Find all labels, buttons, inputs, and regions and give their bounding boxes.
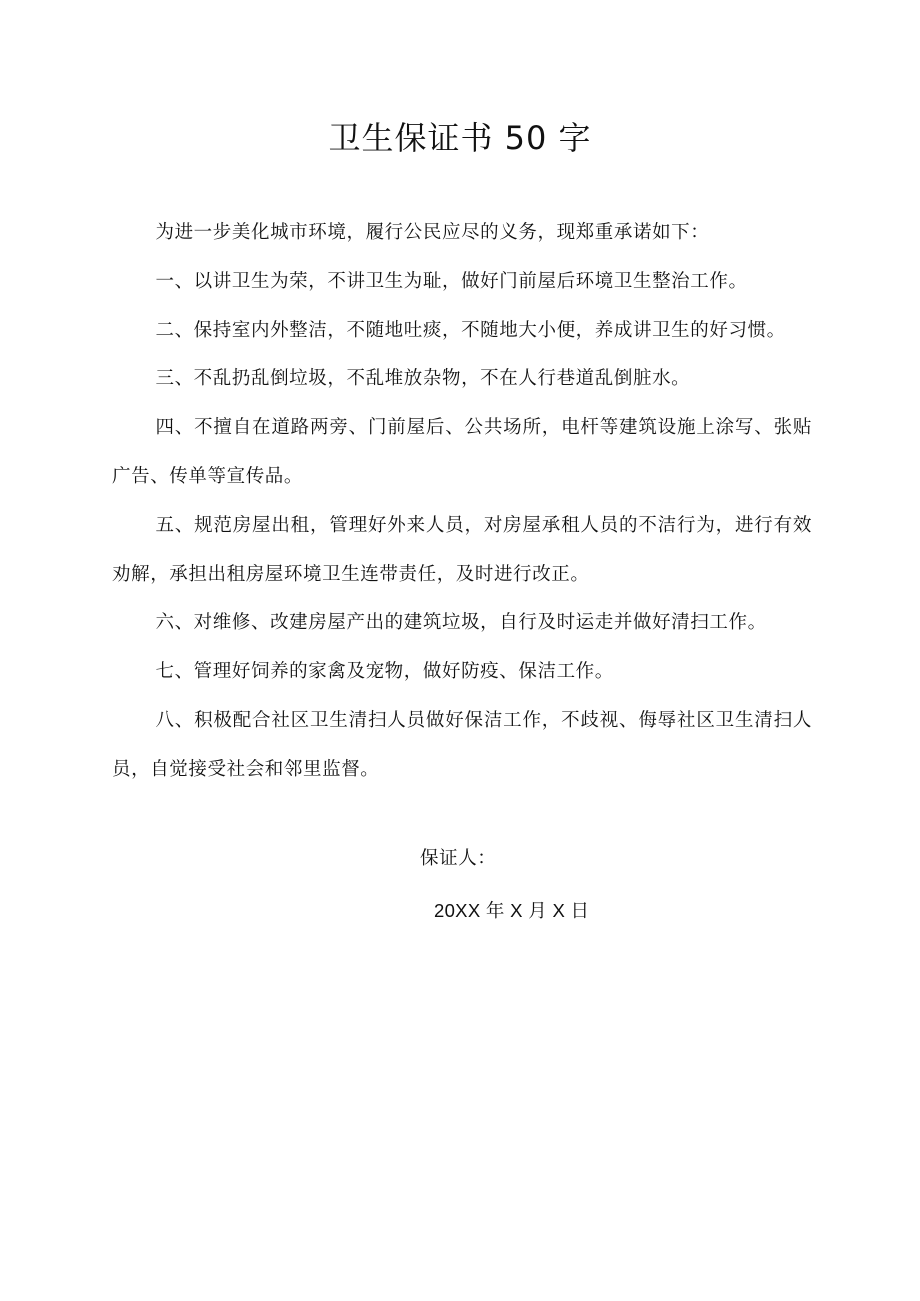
paragraph-item-4: 四、不擅自在道路两旁、门前屋后、公共场所，电杆等建筑设施上涂写、张贴广告、传单等宣传品。 — [112, 417, 812, 487]
signer-label: 保证人： — [420, 848, 497, 869]
paragraph-item-2: 二、保持室内外整洁，不随地吐痰，不随地大小便，养成讲卫生的好习惯。 — [155, 319, 786, 341]
document-body — [112, 209, 812, 795]
paragraph-intro: 为进一步美化城市环境，履行公民应尽的义务，现郑重承诺如下： — [155, 222, 710, 243]
paragraph-item-3: 三、不乱扔乱倒垃圾，不乱堆放杂物，不在人行巷道乱倒脏水。 — [155, 368, 691, 390]
paragraph-item-8: 八、积极配合社区卫生清扫人员做好保洁工作，不歧视、侮辱社区卫生清扫人员，自觉接受社会和邻里监督。 — [112, 709, 812, 780]
paragraph-item-6: 六、对维修、改建房屋产出的建筑垃圾，自行及时运走并做好清扫工作。 — [155, 612, 767, 634]
paragraph-item-5: 五、规范房屋出租，管理好外来人员，对房屋承租人员的不洁行为，进行有效劝解，承担出租房屋环境卫生连带责任，及时进行改正。 — [112, 514, 812, 585]
paragraph-item-1: 一、以讲卫生为荣，不讲卫生为耻，做好门前屋后环境卫生整治工作。 — [155, 270, 748, 292]
document-title: 卫生保证书 50 字 — [328, 119, 592, 157]
paragraph-item-7: 七、管理好饲养的家禽及宠物，做好防疫、保洁工作。 — [155, 661, 614, 683]
signature-date: 20XX 年 X 月 X 日 — [434, 900, 590, 921]
